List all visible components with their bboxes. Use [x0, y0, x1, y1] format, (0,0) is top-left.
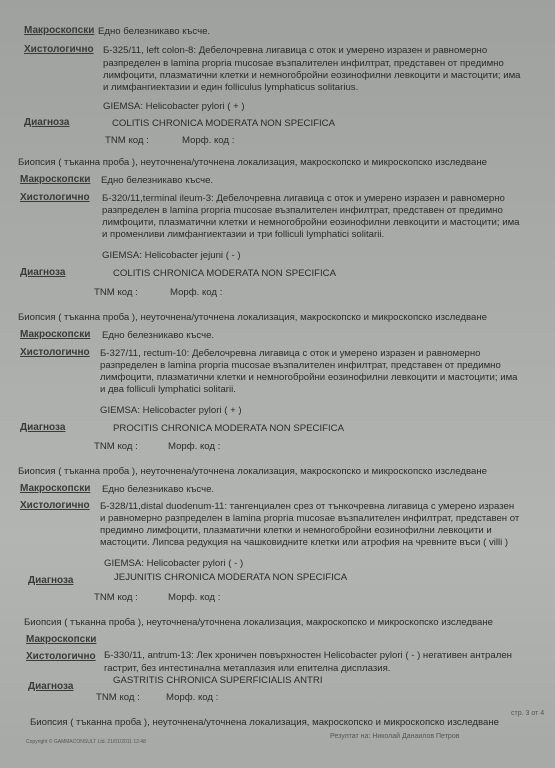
histo-label: Хистологично: [26, 651, 96, 662]
diagnosis-label: Диагноза: [28, 575, 74, 586]
histo-line: Б-327/11, rectum-10: Дебелочревна лигавица с оток и умерено изразен и равномерно: [100, 348, 481, 359]
histo-line: разпределен в lamina propria mucosae възпалителен инфилтрат, представен от предимно: [103, 58, 504, 69]
histo-label: Хистологично: [24, 44, 94, 55]
page-number: стр. 3 от 4: [511, 710, 545, 717]
tnm-label: TNM код :: [94, 592, 138, 603]
biopsy-line: Биопсия ( тъканна проба ), неуточнена/уточнена локализация, макроскопско и микроскопско изследване: [24, 617, 493, 628]
macro-text: Едно белезникаво късче.: [101, 175, 214, 186]
histo-line: и два folliculi lymphatici solitarii.: [100, 384, 236, 395]
histo-line: лимфоцити, плазматични клетки и немногобройни еозинофилни левкоцити и мастоцити; има: [100, 372, 518, 383]
macro-label: Макроскопски: [26, 634, 97, 645]
morph-label: Морф. код :: [170, 287, 223, 298]
histo-line: Б-330/11, antrum-13: Лек хроничен повърхностен Helicobacter pylori ( - ) негативен антрален: [104, 650, 512, 661]
histo-label: Хистологично: [20, 500, 90, 511]
histo-line: Б-325/11, left colon-8: Дебелочревна лигавица с оток и умерено изразен и равномерно: [103, 45, 488, 56]
diagnosis-label: Диагноза: [24, 117, 70, 128]
macro-label: Макроскопски: [24, 25, 95, 36]
macro-label: Макроскопски: [20, 329, 91, 340]
macro-label: Макроскопски: [20, 483, 91, 494]
diagnosis-text: PROCITIS CHRONICA MODERATA NON SPECIFICA: [113, 423, 344, 434]
histo-label: Хистологично: [20, 192, 90, 203]
morph-label: Морф. код :: [182, 135, 235, 146]
tnm-label: TNM код :: [105, 135, 149, 146]
giemsa-result: GIEMSA: Helicobacter jejuni ( - ): [102, 250, 241, 261]
histo-line: разпределен в lamina propria mucosae възпалителен инфилтрат, представен от предимно: [102, 205, 503, 216]
histo-line: и променливи лимфангиектазии и три folliculi lymphatici solitarii.: [102, 229, 385, 240]
macro-text: Едно белезникаво късче.: [102, 330, 215, 341]
giemsa-result: GIEMSA: Helicobacter pylori ( - ): [104, 558, 244, 569]
histo-line: лимфоцити, плазматични клетки и немногобройни еозинофилни левкоцити и мастоцити; има: [103, 70, 521, 81]
histo-line: и равномерно разпределен в lamina propria mucosae възпалителен инфилтрат, представен от: [100, 513, 520, 524]
histo-line: и лимфангиектазии и един folliculus lymphaticus solitarius.: [103, 82, 359, 93]
histo-line: Б-320/11,terminal ileum-3: Дебелочревна лигавица с оток и умерено изразен и равномерно: [102, 193, 505, 204]
macro-label: Макроскопски: [20, 174, 91, 185]
copyright: Copyright © GAMMACONSULT Ltd. 21/01/2011 12:48: [26, 739, 146, 745]
result-by: Резултат на: Николай Данаилов Петров: [330, 733, 460, 740]
histo-line: разпределен в lamina propria mucosae възпалителен инфилтрат, представен от предимно: [100, 360, 501, 371]
tnm-label: TNM код :: [94, 441, 138, 452]
diagnosis-text: GASTRITIS CHRONICA SUPERFICIALIS ANTRI: [113, 675, 323, 686]
histo-line: мастоцити. Липсва редукция на чашковидните клетки или атрофия на чревните въси ( villi ): [100, 537, 509, 548]
tnm-label: TNM код :: [96, 692, 140, 703]
biopsy-line: Биопсия ( тъканна проба ), неуточнена/уточнена локализация, макроскопско и микроскопско изследване: [30, 717, 499, 728]
giemsa-result: GIEMSA: Helicobacter pylori ( + ): [100, 405, 242, 416]
morph-label: Морф. код :: [168, 592, 221, 603]
diagnosis-label: Диагноза: [28, 681, 74, 692]
histo-line: гастрит, без интестинална метаплазия или епителна дисплазия.: [104, 663, 391, 674]
macro-text: Едно белезникаво късче.: [98, 26, 211, 37]
biopsy-line: Биопсия ( тъканна проба ), неуточнена/уточнена локализация, макроскопско и микроскопско изследване: [18, 157, 487, 168]
histo-line: предимно лимфоцити, плазматични клетки и немногобройни еозинофилни левкоцити и: [100, 525, 492, 536]
histo-line: лимфоцити, плазматични клетки и немногобройни еозинофилни левкоцити и мастоцити; има: [102, 217, 520, 228]
diagnosis-label: Диагноза: [20, 422, 66, 433]
tnm-label: TNM код :: [94, 287, 138, 298]
histo-line: Б-328/11,distal duodenum-11: тангенциален срез от тънкочревна лигавица с умерено изразен: [100, 501, 515, 512]
diagnosis-label: Диагноза: [20, 267, 66, 278]
giemsa-result: GIEMSA: Helicobacter pylori ( + ): [103, 101, 245, 112]
diagnosis-text: JEJUNITIS CHRONICA MODERATA NON SPECIFICA: [114, 572, 348, 583]
morph-label: Морф. код :: [166, 692, 219, 703]
diagnosis-text: COLITIS CHRONICA MODERATA NON SPECIFICA: [113, 268, 336, 279]
morph-label: Морф. код :: [168, 441, 221, 452]
histo-label: Хистологично: [20, 347, 90, 358]
macro-text: Едно белезникаво късче.: [102, 484, 215, 495]
diagnosis-text: COLITIS CHRONICA MODERATA NON SPECIFICA: [112, 118, 335, 129]
biopsy-line: Биопсия ( тъканна проба ), неуточнена/уточнена локализация, макроскопско и микроскопско изследване: [18, 312, 487, 323]
biopsy-line: Биопсия ( тъканна проба ), неуточнена/уточнена локализация, макроскопско и микроскопско изследване: [18, 466, 487, 477]
